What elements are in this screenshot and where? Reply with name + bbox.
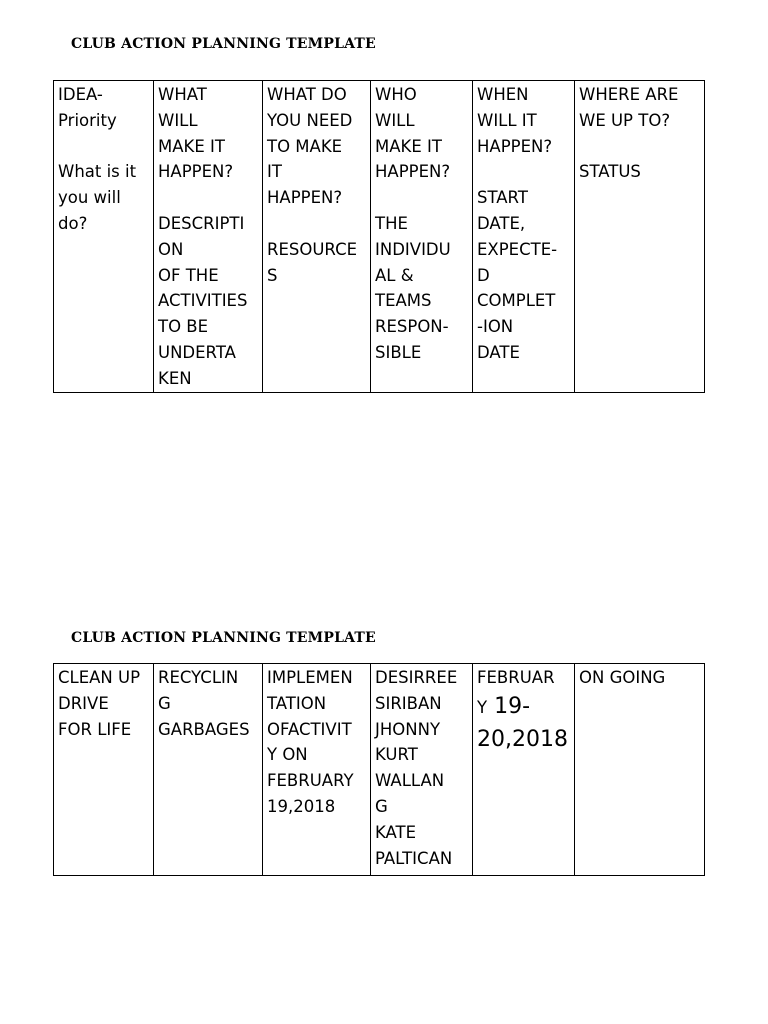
cell-text: DESCRIPTI [158,213,245,233]
cell-text: EXPECTE- [477,239,558,259]
cell-text: IDEA- [58,85,103,104]
table-row [54,81,705,393]
cell-text: HAPPEN? [375,162,451,182]
cell-text: STATUS [579,162,641,182]
cell-text: FEBRUAR [477,668,555,687]
cell-text: WALLAN [375,771,445,791]
cell-text: D [477,265,490,285]
cell-text: HAPPEN? [158,162,234,182]
cell-text: COMPLET [477,291,556,311]
planning-template-header-table [53,80,705,393]
cell-text: MAKE IT [375,136,442,156]
cell-text: DESIRREE [375,668,458,687]
cell-text: WHERE ARE [579,85,679,104]
column-when-will-it-happen [473,81,575,393]
cell-text: IT [267,162,282,182]
cell-text: G [375,796,388,816]
cell-text: S [267,265,278,285]
cell-text: KATE [375,822,417,842]
cell-text: PALTICAN [375,848,453,868]
cell-text: RESPON- [375,317,449,337]
cell-text: UNDERTA [158,342,236,362]
cell-text: WILL [158,110,198,130]
column-idea-priority [54,81,154,393]
column-where-are-we-up-to [575,81,705,393]
cell-text: GARBAGES [158,719,250,739]
cell-text: TEAMS [375,291,432,311]
cell-text: MAKE IT [158,136,225,156]
cell-text: WHO [375,85,417,104]
cell-text: What is it [58,162,137,182]
cell-text: Y ON [267,745,308,765]
cell-text: CLEAN UP [58,668,141,687]
cell-text: -ION [477,317,514,337]
cell-text: TO MAKE [267,136,343,156]
cell-text: WHAT DO [267,85,347,104]
cell-text: do? [58,213,88,233]
cell-text: ON GOING [579,668,666,687]
cell-text: RECYCLIN [158,668,239,687]
page-title-top: CLUB ACTION PLANNING TEMPLATE [71,36,376,52]
cell-activity [154,664,263,876]
cell-text: ON [158,239,184,259]
cell-responsible [371,664,473,876]
cell-date [473,664,575,876]
table-row [54,664,705,876]
cell-text-small: Y [477,697,488,717]
cell-text: DATE [477,342,520,362]
cell-text: SIRIBAN [375,693,442,713]
cell-text: TATION [267,693,327,713]
cell-text: KEN [158,368,192,388]
cell-text: RESOURCE [267,239,358,259]
cell-text: G [158,693,171,713]
cell-text: you will [58,188,121,208]
column-what-will-make-it-happen [154,81,263,393]
cell-status [575,664,705,876]
cell-text: FEBRUARY [267,771,354,791]
page-title-bottom: CLUB ACTION PLANNING TEMPLATE [71,630,376,646]
cell-text: WILL [375,110,415,130]
cell-text: 20,2018 [477,726,568,752]
cell-text: HAPPEN? [477,136,553,156]
cell-text: SIBLE [375,342,422,362]
cell-text: KURT [375,745,418,765]
cell-text: WILL IT [477,110,537,130]
cell-text: OFACTIVIT [267,719,352,739]
cell-text: WHAT [158,85,207,104]
cell-text: WE UP TO? [579,110,671,130]
cell-text: YOU NEED [267,110,353,130]
cell-text: HAPPEN? [267,188,343,208]
column-who-will-make-it-happen [371,81,473,393]
cell-text [477,691,570,724]
cell-text: INDIVIDU [375,239,451,259]
cell-text: TO BE [158,317,209,337]
cell-resources [263,664,371,876]
cell-text: IMPLEMEN [267,668,353,687]
column-what-do-you-need [263,81,371,393]
cell-text: FOR LIFE [58,719,132,739]
cell-text: START [477,188,528,208]
cell-text: Priority [58,110,117,130]
cell-text: WHEN [477,85,529,104]
cell-idea [54,664,154,876]
cell-text: DRIVE [58,693,109,713]
cell-text: AL & [375,265,414,285]
cell-text: DATE, [477,213,526,233]
cell-text: 19,2018 [267,796,336,816]
cell-text: OF THE [158,265,219,285]
planning-template-entry-table [53,663,705,876]
cell-text: JHONNY [375,719,441,739]
cell-text: THE [375,213,408,233]
cell-text: ACTIVITIES [158,291,248,311]
cell-text-large: 19- [494,693,531,719]
